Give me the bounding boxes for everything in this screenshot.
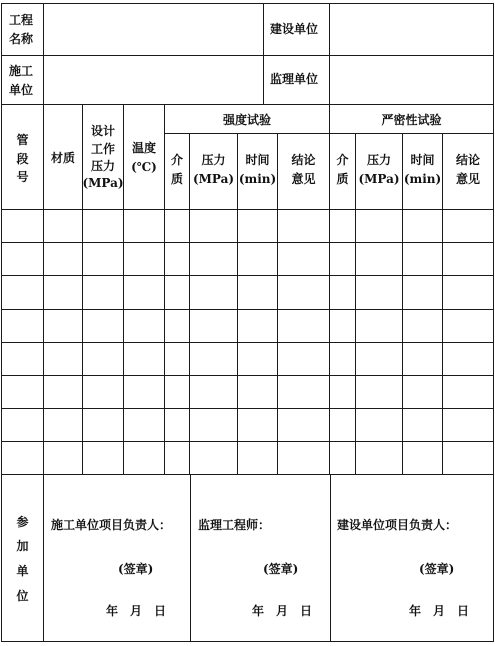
rule <box>190 474 191 642</box>
rule <box>1 474 493 475</box>
rule <box>493 3 494 642</box>
seal-label: (签章) <box>118 562 154 576</box>
tightness-time-header: 时间 (min) <box>403 153 442 186</box>
strength-conclusion-header: 结论 意见 <box>291 153 316 186</box>
rule <box>1 275 493 276</box>
rule <box>1 408 493 409</box>
supervise-unit-label: 监理单位 <box>270 72 319 86</box>
rule <box>329 3 330 105</box>
strength-pressure-header: 压力 (MPa) <box>192 153 235 186</box>
date-label: 年 月 日 <box>252 604 313 618</box>
rule <box>1 242 493 243</box>
seal-label: (签章) <box>263 562 299 576</box>
supervisor-label: 监理工程师： <box>198 518 271 532</box>
date-label: 年 月 日 <box>409 604 470 618</box>
rule <box>43 3 44 642</box>
strength-time-header: 时间 (min) <box>238 153 277 186</box>
rule <box>1 309 493 310</box>
rule <box>1 441 493 442</box>
rule <box>1 342 493 343</box>
rule <box>1 104 493 105</box>
construct-lead-label: 施工单位项目负责人： <box>51 518 172 532</box>
pipe-no-header: 管 段 号 <box>16 133 29 185</box>
tightness-pressure-header: 压力 (MPa) <box>358 153 400 186</box>
rule <box>1 209 493 210</box>
seal-label: (签章) <box>419 562 455 576</box>
participants-label: 参 加 单 位 <box>16 514 29 603</box>
rule <box>1 55 493 56</box>
rule <box>263 3 264 105</box>
project-name-label: 工程 名称 <box>9 13 34 46</box>
temperature-header: 温度 (℃) <box>131 141 157 174</box>
construct-unit-label: 施工 单位 <box>9 63 34 97</box>
strength-medium-header: 介 质 <box>170 153 183 186</box>
tightness-conclusion-header: 结论 意见 <box>455 153 480 186</box>
build-lead-label: 建设单位项目负责人： <box>337 518 458 532</box>
design-pressure-header: 设计 工作 压力 (MPa) <box>82 124 124 191</box>
rule <box>1 3 493 4</box>
rule <box>1 375 493 376</box>
build-unit-label: 建设单位 <box>270 22 319 36</box>
tightness-medium-header: 介 质 <box>336 153 349 186</box>
tightness-test-header: 严密性试验 <box>381 113 442 127</box>
strength-test-header: 强度试验 <box>222 113 271 127</box>
rule <box>1 641 493 642</box>
date-label: 年 月 日 <box>106 604 167 618</box>
rule <box>330 474 331 642</box>
material-header: 材质 <box>50 151 75 165</box>
